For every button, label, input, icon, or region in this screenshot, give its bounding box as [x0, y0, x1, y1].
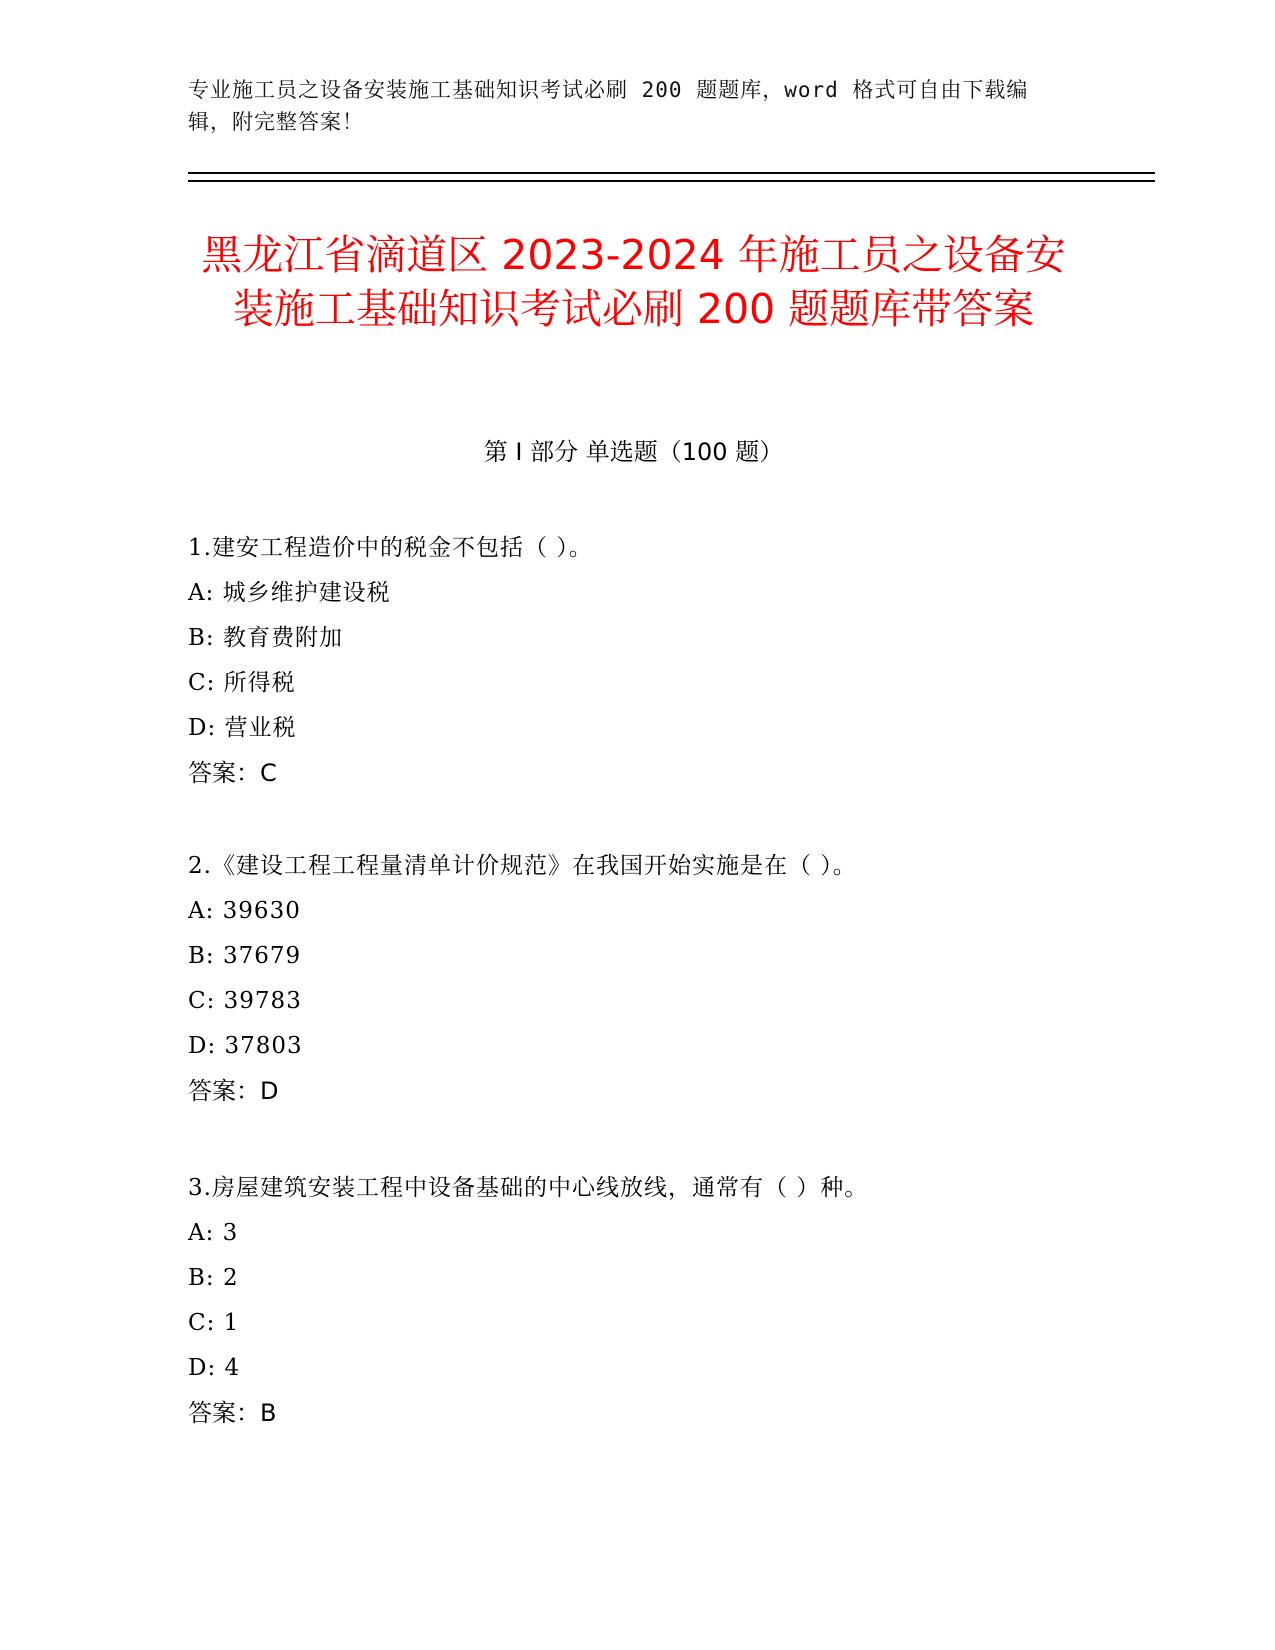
question-2 [188, 844, 1088, 1114]
question-stem: 1.建安工程造价中的税金不包括（ ）。 [188, 535, 593, 561]
option-d: D: 37803 [188, 1033, 303, 1059]
question-1 [188, 526, 1088, 796]
question-stem: 3.房屋建筑安装工程中设备基础的中心线放线，通常有（ ）种。 [188, 1175, 869, 1201]
option-c: C: 1 [188, 1310, 240, 1336]
option-a: A: 城乡维护建设税 [188, 580, 391, 606]
option-d: D: 4 [188, 1355, 241, 1381]
option-c: C: 39783 [188, 988, 302, 1014]
header-divider-bottom [188, 180, 1155, 182]
header-note: 专业施工员之设备安装施工基础知识考试必刷 200 题题库，word 格式可自由下载编辑，附完整答案！ [188, 78, 1029, 134]
answer-line: 答案：B [188, 1399, 277, 1427]
option-a: A: 3 [188, 1220, 239, 1246]
option-d: D: 营业税 [188, 715, 297, 741]
document-title: 黑龙江省滴道区 2023-2024 年施工员之设备安装施工基础知识考试必刷 200 题题库带答案 [201, 231, 1066, 333]
section-heading: 第 I 部分 单选题（100 题） [483, 438, 784, 466]
option-a: A: 39630 [188, 898, 301, 924]
option-b: B: 教育费附加 [188, 625, 343, 651]
option-b: B: 2 [188, 1265, 239, 1291]
question-stem: 2.《建设工程工程量清单计价规范》在我国开始实施是在（ ）。 [188, 853, 857, 879]
question-3 [188, 1166, 1088, 1436]
answer-line: 答案：D [188, 1077, 279, 1105]
header-divider-top [188, 172, 1155, 174]
option-c: C: 所得税 [188, 670, 296, 696]
option-b: B: 37679 [188, 943, 302, 969]
answer-line: 答案：C [188, 759, 277, 787]
